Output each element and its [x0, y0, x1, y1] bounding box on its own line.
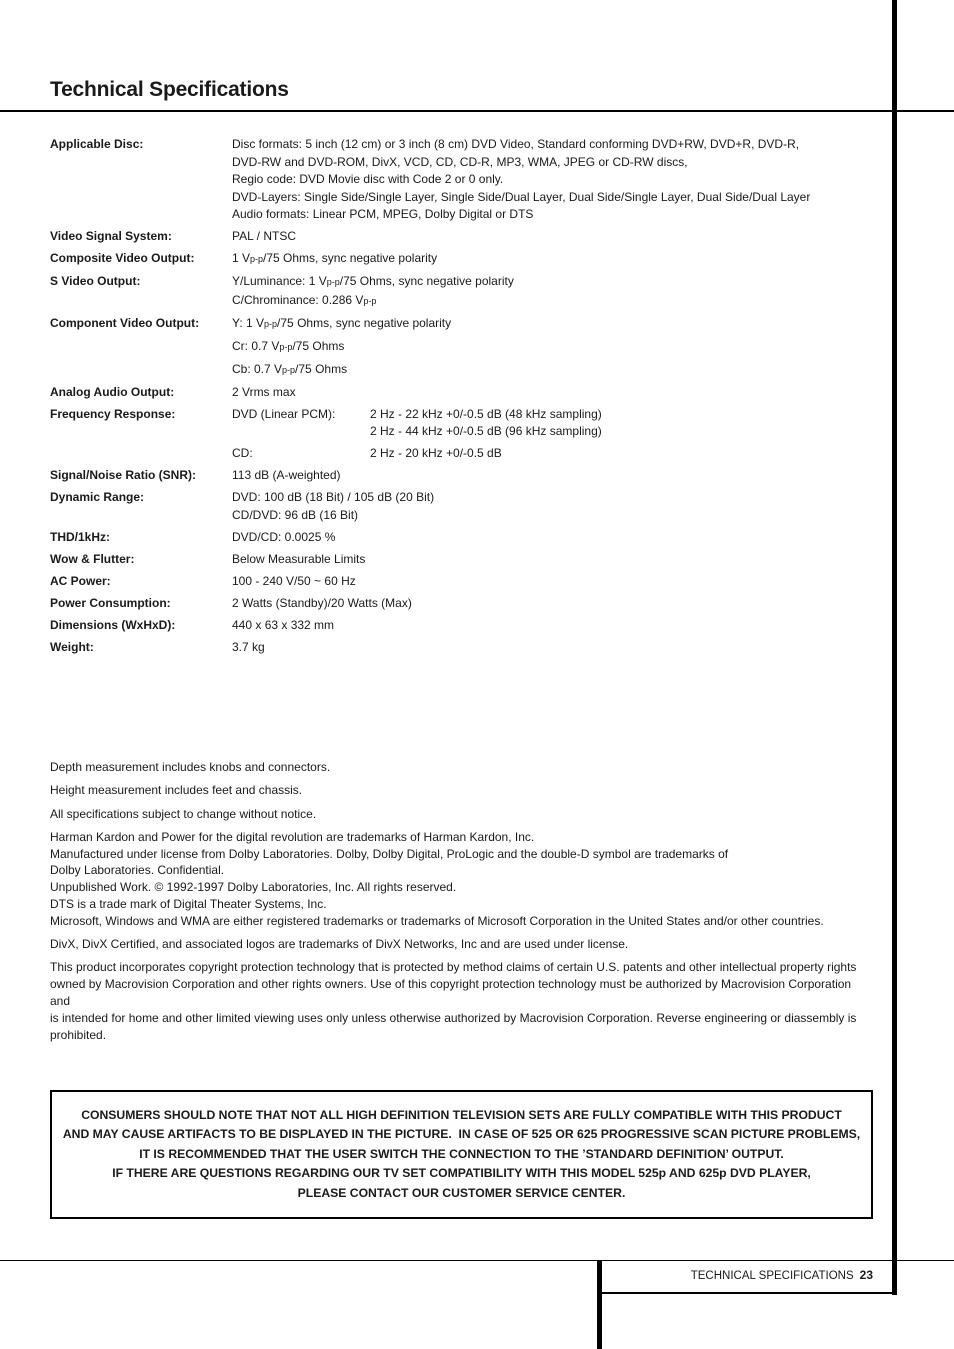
- spec-value-line: Audio formats: Linear PCM, MPEG, Dolby Digital or DTS: [232, 207, 534, 221]
- spec-label: AC Power:: [50, 573, 111, 588]
- value-text: 1 V: [232, 251, 251, 265]
- note-change: All specifications subject to change without notice.: [50, 806, 317, 821]
- spec-value: PAL / NTSC: [232, 229, 297, 243]
- footer-inner-rule: [597, 1292, 897, 1294]
- spec-label: S Video Output:: [50, 274, 141, 288]
- note-trademarks: [50, 829, 872, 930]
- spec-row-dynamic-range: [50, 489, 880, 524]
- spec-label: Weight:: [50, 639, 94, 654]
- spec-value-line: [232, 315, 880, 334]
- spec-value-line: Disc formats: 5 inch (12 cm) or 3 inch (8 cm) DVD Video, Standard conforming DVD+RW, DVD+R, DVD-R,: [232, 137, 800, 151]
- spec-value: DVD/CD: 0.0025 %: [232, 529, 336, 544]
- spec-label: Power Consumption:: [50, 595, 171, 610]
- spec-label: Dimensions (WxHxD):: [50, 617, 176, 632]
- spec-value: Below Measurable Limits: [232, 551, 366, 566]
- spec-value-line: [232, 338, 880, 357]
- notice-line: AND MAY CAUSE ARTIFACTS TO BE DISPLAYED IN THE PICTURE. IN CASE OF 525 OR 625 PROGRESSIVE SCAN PICTURE PROBLEMS,: [62, 1127, 861, 1142]
- spec-row-s-video: [50, 273, 880, 310]
- spec-value-line: DVD: 100 dB (18 Bit) / 105 dB (20 Bit): [232, 490, 435, 504]
- note-macrovision: [50, 959, 872, 1043]
- value-text: Cr: 0.7 V: [232, 338, 280, 353]
- spec-value-line: DVD-RW and DVD-ROM, DivX, VCD, CD, CD-R, MP3, WMA, JPEG or CD-RW discs,: [232, 154, 688, 169]
- spec-value-line: [232, 445, 880, 463]
- value-text: /75 Ohms, sync negative polarity: [263, 251, 438, 265]
- spec-row-snr: [50, 467, 880, 485]
- spec-row-analog-audio: [50, 384, 880, 402]
- spec-value: 100 - 240 V/50 ~ 60 Hz: [232, 573, 356, 588]
- spec-value: [232, 406, 880, 463]
- spec-row-wow-flutter: [50, 551, 880, 569]
- note-line: This product incorporates copyright protection technology that is protected by method claims of certain U.S. patents and other intellectual property rights: [50, 960, 857, 975]
- spec-row-frequency-response: [50, 406, 880, 463]
- unit-subscript: p-p: [326, 277, 340, 287]
- note-divx: DivX, DivX Certified, and associated logos are trademarks of DivX Networks, Inc and are used under license.: [50, 937, 629, 952]
- note-line: prohibited.: [50, 1027, 107, 1042]
- spec-row-ac-power: [50, 573, 880, 591]
- unit-subscript: p-p: [279, 341, 293, 352]
- spec-value: 2 Watts (Standby)/20 Watts (Max): [232, 595, 412, 610]
- spec-label: Frequency Response:: [50, 406, 176, 421]
- value-text: [370, 406, 880, 441]
- spec-label: Signal/Noise Ratio (SNR):: [50, 468, 197, 482]
- value-text: Y: 1 V: [232, 315, 265, 330]
- value-text: Y/Luminance: 1 V: [232, 274, 327, 288]
- spec-row-weight: [50, 639, 880, 657]
- unit-subscript: p-p: [250, 254, 264, 264]
- value-text: 2 Hz - 44 kHz +0/-0.5 dB (96 kHz sampling): [370, 424, 602, 438]
- spec-label: Composite Video Output:: [50, 251, 195, 265]
- value-text: 2 Hz - 20 kHz +0/-0.5 dB: [370, 446, 502, 460]
- note-line: DTS is a trade mark of Digital Theater Systems, Inc.: [50, 897, 327, 912]
- note-line: Unpublished Work. © 1992-1997 Dolby Laboratories, Inc. All rights reserved.: [50, 880, 457, 895]
- spec-label: Component Video Output:: [50, 315, 200, 330]
- spec-row-component: [50, 315, 880, 380]
- sub-label: DVD (Linear PCM):: [232, 406, 336, 421]
- unit-subscript: p-p: [282, 364, 296, 375]
- title-rule: [0, 110, 954, 112]
- spec-value: 2 Vrms max: [232, 384, 296, 399]
- spec-value: [232, 489, 880, 524]
- page-title: Technical Specifications: [50, 78, 289, 101]
- spec-label: Wow & Flutter:: [50, 551, 135, 566]
- value-text: /75 Ohms: [295, 361, 348, 376]
- notice-line: IF THERE ARE QUESTIONS REGARDING OUR TV SET COMPATIBILITY WITH THIS MODEL 525p AND 625p DVD PLAYER,: [112, 1166, 811, 1181]
- spec-value-line: [232, 292, 880, 311]
- right-margin-bar: [892, 0, 897, 1295]
- specifications-table: [50, 136, 880, 661]
- spec-row-dimensions: [50, 617, 880, 635]
- spec-label: Analog Audio Output:: [50, 384, 175, 399]
- note-line: Harman Kardon and Power for the digital revolution are trademarks of Harman Kardon, Inc.: [50, 829, 535, 844]
- value-text: /75 Ohms, sync negative polarity: [339, 274, 514, 288]
- spec-value-line: DVD-Layers: Single Side/Single Layer, Single Side/Dual Layer, Dual Side/Single Layer, Dual Side/Dual Layer: [232, 189, 811, 204]
- sub-label: CD:: [232, 446, 253, 460]
- note-line: Dolby Laboratories. Confidential.: [50, 863, 225, 878]
- page-number: 23: [859, 1268, 873, 1282]
- spec-value: 113 dB (A-weighted): [232, 468, 341, 482]
- spec-label: THD/1kHz:: [50, 529, 111, 544]
- spec-value: [232, 250, 880, 269]
- value-text: /75 Ohms, sync negative polarity: [277, 315, 452, 330]
- spec-value: 3.7 kg: [232, 639, 265, 654]
- unit-subscript: p-p: [363, 295, 377, 306]
- note-line: Manufactured under license from Dolby Laboratories. Dolby, Dolby Digital, ProLogic and the double-D symbol are trademarks of: [50, 846, 729, 861]
- note-line: owned by Macrovision Corporation and other rights owners. Use of this copyright protection technology must be authorized by Macrovision Corporation and: [50, 977, 852, 1009]
- page-footer: [600, 1268, 873, 1282]
- note-height: Height measurement includes feet and chassis.: [50, 783, 303, 798]
- spec-value: [232, 136, 880, 224]
- spec-row-power-consumption: [50, 595, 880, 613]
- note-depth: Depth measurement includes knobs and connectors.: [50, 760, 331, 774]
- spec-value-line: [232, 273, 880, 292]
- spec-value-line: CD/DVD: 96 dB (16 Bit): [232, 507, 359, 522]
- footer-rule: [0, 1260, 954, 1261]
- value-text: 2 Hz - 22 kHz +0/-0.5 dB (48 kHz sampling): [370, 406, 602, 421]
- spec-value: [232, 315, 880, 380]
- value-text: /75 Ohms: [292, 338, 345, 353]
- compatibility-notice-box: [50, 1090, 873, 1219]
- note-line: is intended for home and other limited viewing uses only unless otherwise authorized by Macrovision Corporation. Reverse engineering or diassembly is: [50, 1010, 857, 1025]
- spec-label: Dynamic Range:: [50, 490, 145, 504]
- spec-value-line: Regio code: DVD Movie disc with Code 2 or 0 only.: [232, 172, 504, 186]
- notice-line: PLEASE CONTACT OUR CUSTOMER SERVICE CENTER.: [297, 1185, 626, 1200]
- spec-row-composite: [50, 250, 880, 269]
- spec-value: 440 x 63 x 332 mm: [232, 617, 335, 632]
- note-line: Microsoft, Windows and WMA are either registered trademarks or trademarks of Microsoft Corporation in the United States and/or other countries.: [50, 913, 824, 928]
- spec-value: [232, 273, 880, 310]
- value-text: C/Chrominance: 0.286 V: [232, 292, 364, 307]
- spec-row-thd: [50, 529, 880, 547]
- value-text: Cb: 0.7 V: [232, 361, 283, 376]
- spec-label: Applicable Disc:: [50, 137, 144, 151]
- spec-label: Video Signal System:: [50, 229, 172, 243]
- footnotes: [50, 759, 872, 1050]
- notice-line: CONSUMERS SHOULD NOTE THAT NOT ALL HIGH DEFINITION TELEVISION SETS ARE FULLY COMPATIBLE WITH THIS PRODUCT: [81, 1107, 842, 1122]
- unit-subscript: p-p: [264, 318, 278, 329]
- spec-row-applicable-disc: [50, 136, 880, 224]
- notice-line: IT IS RECOMMENDED THAT THE USER SWITCH THE CONNECTION TO THE ’STANDARD DEFINITION’ OUTPUT.: [139, 1146, 784, 1161]
- spec-value-line: [232, 406, 880, 441]
- footer-section-title: TECHNICAL SPECIFICATIONS: [690, 1270, 854, 1282]
- spec-row-video-signal: [50, 228, 880, 246]
- spec-value-line: [232, 361, 880, 380]
